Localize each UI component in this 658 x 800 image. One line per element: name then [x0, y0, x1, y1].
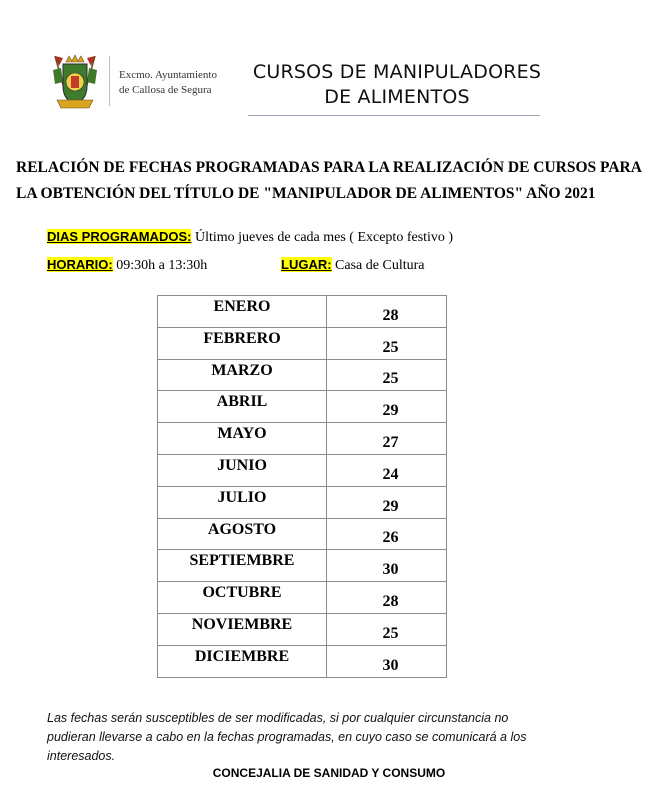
month-cell: ENERO [158, 296, 327, 328]
day-cell: 24 [327, 454, 447, 486]
month-cell: FEBRERO [158, 327, 327, 359]
table-row [158, 454, 447, 486]
day-cell: 25 [327, 327, 447, 359]
day-cell: 27 [327, 423, 447, 455]
days-info [47, 229, 453, 246]
month-cell: MAYO [158, 423, 327, 455]
month-cell: NOVIEMBRE [158, 613, 327, 645]
day-cell: 28 [327, 296, 447, 328]
month-cell: JULIO [158, 486, 327, 518]
day-cell: 29 [327, 486, 447, 518]
table-row [158, 423, 447, 455]
document-title [236, 60, 558, 110]
day-cell: 30 [327, 645, 447, 677]
table-row [158, 550, 447, 582]
council-name [119, 68, 217, 98]
month-cell: OCTUBRE [158, 582, 327, 614]
council-name-line2: de Callosa de Segura [119, 84, 212, 96]
month-cell: AGOSTO [158, 518, 327, 550]
day-cell: 25 [327, 359, 447, 391]
table-row [158, 391, 447, 423]
day-cell: 28 [327, 582, 447, 614]
day-cell: 25 [327, 613, 447, 645]
month-cell: SEPTIEMBRE [158, 550, 327, 582]
table-row [158, 359, 447, 391]
day-cell: 29 [327, 391, 447, 423]
table-row [158, 486, 447, 518]
department-signature: CONCEJALIA DE SANIDAD Y CONSUMO [212, 766, 446, 780]
hours-info [47, 257, 207, 274]
coat-of-arms-logo [49, 52, 101, 110]
month-cell: JUNIO [158, 454, 327, 486]
title-underline [248, 115, 540, 116]
table-row [158, 518, 447, 550]
table-row [158, 645, 447, 677]
month-cell: DICIEMBRE [158, 645, 327, 677]
table-row [158, 327, 447, 359]
header-divider [109, 56, 110, 106]
document-title-line1: CURSOS DE MANIPULADORES [252, 61, 542, 83]
day-cell: 30 [327, 550, 447, 582]
place-info [281, 257, 424, 274]
day-cell: 26 [327, 518, 447, 550]
schedule-heading [16, 155, 656, 207]
note-line3: interesados. [47, 749, 116, 763]
days-label: DIAS PROGRAMADOS: [47, 229, 192, 244]
course-dates-table [157, 295, 447, 678]
document-title-line2: DE ALIMENTOS [324, 86, 470, 108]
month-cell: ABRIL [158, 391, 327, 423]
modification-note [47, 709, 607, 766]
table-row [158, 613, 447, 645]
place-label: LUGAR: [281, 257, 332, 272]
table-row [158, 296, 447, 328]
days-value: Último jueves de cada mes ( Excepto festivo ) [194, 230, 454, 245]
month-cell: MARZO [158, 359, 327, 391]
council-name-line1: Excmo. Ayuntamiento [119, 69, 217, 81]
table-row [158, 582, 447, 614]
note-line1: Las fechas serán susceptibles de ser modificadas, si por cualquier circunstancia no [47, 711, 509, 725]
hours-value: 09:30h a 13:30h [116, 258, 208, 273]
schedule-heading-line1: RELACIÓN DE FECHAS PROGRAMADAS PARA LA REALIZACIÓN DE CURSOS PARA [16, 159, 642, 176]
schedule-heading-line2: LA OBTENCIÓN DEL TÍTULO DE "MANIPULADOR DE ALIMENTOS" AÑO 2021 [16, 185, 596, 202]
hours-label: HORARIO: [47, 257, 113, 272]
note-line2: pudieran llevarse a cabo en la fechas programadas, en cuyo caso se comunicará a los [47, 730, 527, 744]
place-value: Casa de Cultura [335, 258, 425, 273]
